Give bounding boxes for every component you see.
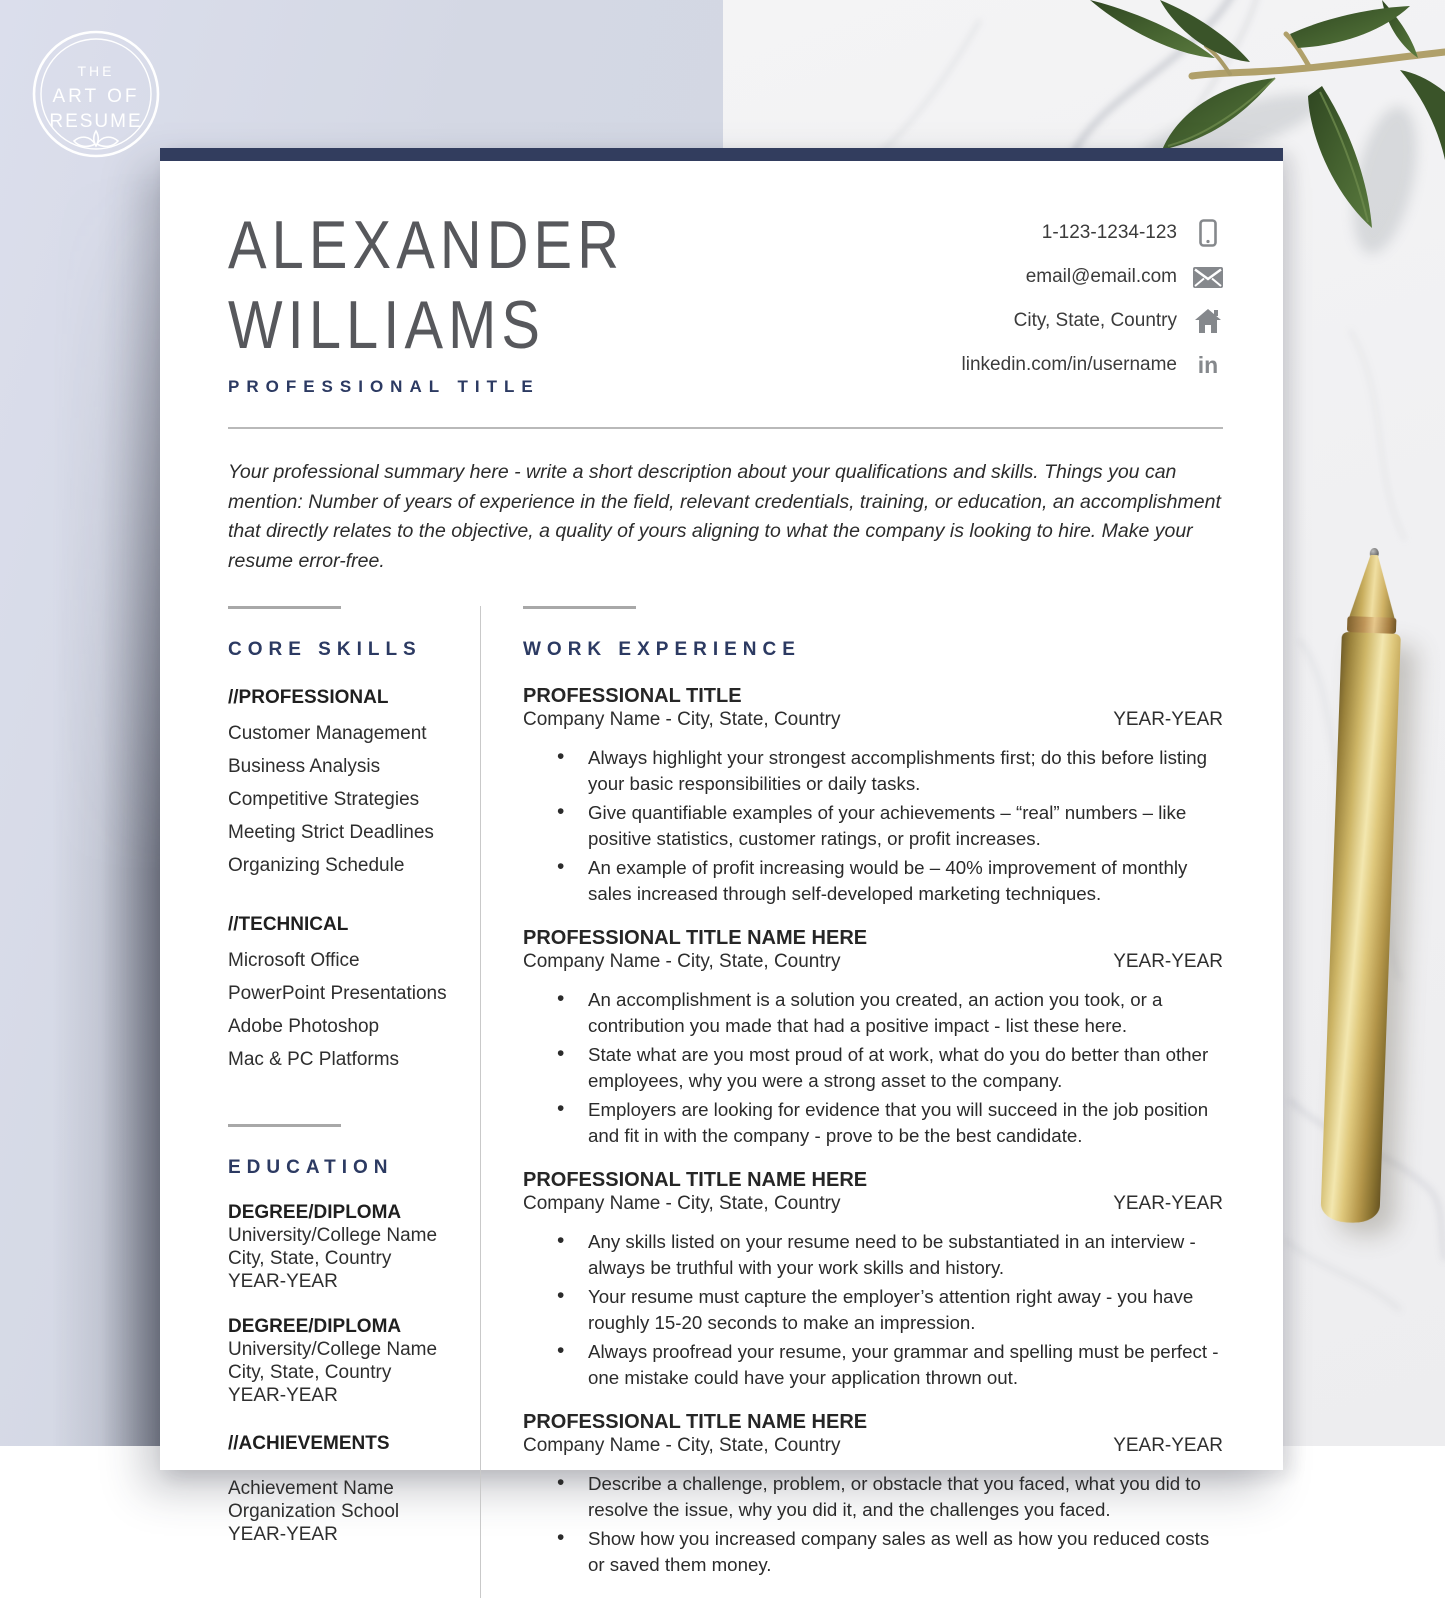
header-divider bbox=[228, 427, 1223, 429]
achievement-name: Achievement Name bbox=[228, 1478, 394, 1499]
logo-line-the: THE bbox=[77, 63, 115, 79]
linkedin-icon: in bbox=[1197, 352, 1219, 378]
job-title: PROFESSIONAL TITLE NAME HERE bbox=[523, 927, 868, 949]
email-address: email@email.com bbox=[1025, 266, 1177, 287]
job-bullet: • Give quantifiable examples of your achievements – “real” numbers – like positive statistics, customer ratings, or profit increases. bbox=[588, 800, 1223, 852]
art-of-resume-logo bbox=[30, 28, 162, 160]
professional-skills-list bbox=[228, 717, 480, 882]
core-skills-heading: CORE SKILLS bbox=[228, 639, 422, 660]
job-bullet: • An example of profit increasing would be – 40% improvement of monthly sales increased through self-developed marketing techniques. bbox=[588, 855, 1223, 907]
job-bullet: • Describe a challenge, problem, or obstacle that you faced, what you did to resolve the issue, why you did it, and the challenges you faced. bbox=[588, 1471, 1223, 1523]
main-column bbox=[480, 606, 1223, 1598]
work-entry bbox=[523, 927, 1223, 1149]
professional-summary: Your professional summary here - write a short description about your qualifications and skills. Things you can mention: Number of years of experience in the field, relevant credentials, training, or education, an accomplishment that directly relates to the objective, a quality of yours aligning to what the company is looking to hire. Make your resume error-free. bbox=[228, 461, 1221, 572]
job-bullet: • State what are you most proud of at work, what do you do better than other employees, why you were a strong asset to the company. bbox=[588, 1042, 1223, 1094]
pen-tip-cone bbox=[1349, 554, 1396, 618]
professional-title: PROFESSIONAL TITLE bbox=[228, 377, 540, 396]
logo-line-art-of: ART OF bbox=[52, 86, 140, 107]
job-title: PROFESSIONAL TITLE NAME HERE bbox=[523, 1411, 868, 1433]
achievements-label: //ACHIEVEMENTS bbox=[228, 1433, 390, 1454]
phone-number: 1-123-1234-123 bbox=[1041, 222, 1177, 243]
skills-group-label-professional: //PROFESSIONAL bbox=[228, 687, 389, 708]
home-icon bbox=[1193, 309, 1223, 333]
work-entry bbox=[523, 1411, 1223, 1578]
job-bullet: • Employers are looking for evidence that you will succeed in the job position and fit in with the company - prove to be the best candidate. bbox=[588, 1097, 1223, 1149]
job-company: Company Name - City, State, Country bbox=[523, 1435, 841, 1456]
skills-group-label-technical: //TECHNICAL bbox=[228, 914, 349, 935]
gold-pen-image bbox=[1297, 546, 1426, 1237]
resume-page bbox=[160, 148, 1283, 1575]
achievement-entry bbox=[228, 1477, 480, 1546]
sidebar-column bbox=[228, 606, 480, 1598]
technical-skills-list bbox=[228, 944, 480, 1076]
skill-item: Mac & PC Platforms bbox=[228, 1049, 400, 1070]
envelope-icon bbox=[1193, 267, 1223, 288]
job-years: YEAR-YEAR bbox=[1113, 1435, 1223, 1456]
skill-item: Organizing Schedule bbox=[228, 855, 405, 876]
contact-email-row bbox=[962, 255, 1223, 299]
skill-item: Business Analysis bbox=[228, 756, 381, 777]
linkedin-url: linkedin.com/in/username bbox=[961, 354, 1177, 375]
degree-name: DEGREE/DIPLOMA bbox=[228, 1202, 402, 1223]
school-name: University/College Name bbox=[228, 1225, 438, 1246]
skill-item: Competitive Strategies bbox=[228, 789, 420, 810]
job-bullet: • Show how you increased company sales as well as how you reduced costs or saved them money. bbox=[588, 1526, 1223, 1578]
candidate-name-line2: WILLIAMS bbox=[228, 287, 546, 363]
skill-item: Customer Management bbox=[228, 723, 427, 744]
education-years: YEAR-YEAR bbox=[228, 1385, 338, 1406]
location-text: City, State, Country bbox=[1013, 310, 1177, 331]
education-rule bbox=[228, 1124, 341, 1127]
candidate-name-line1: ALEXANDER bbox=[228, 207, 625, 283]
core-skills-rule bbox=[228, 606, 341, 609]
contact-phone-row bbox=[962, 211, 1223, 255]
job-bullet: • Always highlight your strongest accomplishments first; do this before listing your basic responsibilities or daily tasks. bbox=[588, 745, 1223, 797]
job-years: YEAR-YEAR bbox=[1113, 709, 1223, 730]
work-entry bbox=[523, 1169, 1223, 1391]
degree-name: DEGREE/DIPLOMA bbox=[228, 1316, 402, 1337]
achievement-org: Organization School bbox=[228, 1501, 400, 1522]
work-experience-rule bbox=[523, 606, 636, 609]
skill-item: Meeting Strict Deadlines bbox=[228, 822, 434, 843]
education-years: YEAR-YEAR bbox=[228, 1271, 338, 1292]
contact-block bbox=[962, 211, 1223, 387]
job-years: YEAR-YEAR bbox=[1113, 951, 1223, 972]
job-bullet: • Any skills listed on your resume need to be substantiated in an interview - always be truthful with your work skills and history. bbox=[588, 1229, 1223, 1281]
education-heading: EDUCATION bbox=[228, 1157, 394, 1178]
logo-leaf-icon bbox=[74, 131, 118, 146]
contact-location-row bbox=[962, 299, 1223, 343]
skill-item: PowerPoint Presentations bbox=[228, 983, 447, 1004]
job-bullet-list bbox=[523, 987, 1223, 1149]
job-bullet-list bbox=[523, 1471, 1223, 1578]
job-bullet: • Always proofread your resume, your grammar and spelling must be perfect - one mistake could have your application thrown out. bbox=[588, 1339, 1223, 1391]
contact-linkedin-row bbox=[962, 343, 1223, 387]
school-location: City, State, Country bbox=[228, 1362, 392, 1383]
work-experience-heading: WORK EXPERIENCE bbox=[523, 639, 801, 660]
school-name: University/College Name bbox=[228, 1339, 438, 1360]
work-entry bbox=[523, 685, 1223, 907]
job-company: Company Name - City, State, Country bbox=[523, 951, 841, 972]
job-bullet: • An accomplishment is a solution you created, an action you took, or a contribution you made that had a positive impact - list these here. bbox=[588, 987, 1223, 1039]
resume-header bbox=[228, 161, 1223, 397]
pen-body bbox=[1320, 632, 1401, 1224]
page-drop-shadow bbox=[52, 170, 160, 1446]
page-top-accent-bar bbox=[160, 148, 1283, 161]
education-entry bbox=[228, 1201, 480, 1293]
job-company: Company Name - City, State, Country bbox=[523, 1193, 841, 1214]
skill-item: Microsoft Office bbox=[228, 950, 360, 971]
job-title: PROFESSIONAL TITLE bbox=[523, 685, 742, 707]
phone-icon bbox=[1193, 219, 1223, 247]
education-entry bbox=[228, 1315, 480, 1407]
job-title: PROFESSIONAL TITLE NAME HERE bbox=[523, 1169, 868, 1191]
job-bullet-list bbox=[523, 745, 1223, 907]
achievement-years: YEAR-YEAR bbox=[228, 1524, 338, 1545]
pen-band bbox=[1347, 616, 1397, 634]
logo-line-resume: RESUME bbox=[49, 111, 143, 132]
job-years: YEAR-YEAR bbox=[1113, 1193, 1223, 1214]
job-company: Company Name - City, State, Country bbox=[523, 709, 841, 730]
school-location: City, State, Country bbox=[228, 1248, 392, 1269]
job-bullet: • Your resume must capture the employer’s attention right away - you have roughly 15-20 seconds to make an impression. bbox=[588, 1284, 1223, 1336]
skill-item: Adobe Photoshop bbox=[228, 1016, 380, 1037]
job-bullet-list bbox=[523, 1229, 1223, 1391]
